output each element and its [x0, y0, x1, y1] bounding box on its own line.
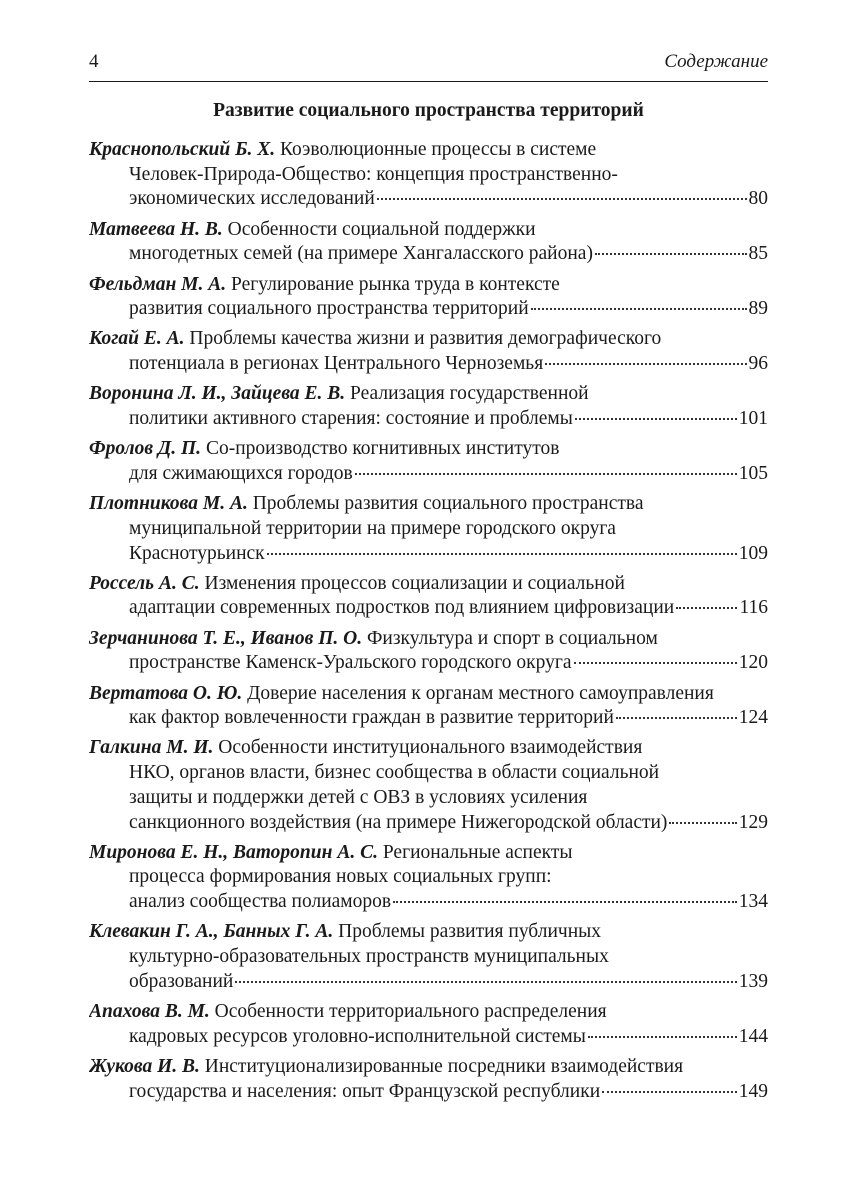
running-title: Содержание: [664, 51, 768, 72]
toc-entry-first-line: [89, 920, 768, 945]
toc-entry-page-number: 124: [738, 707, 768, 729]
dot-leader: [393, 901, 737, 903]
toc-entry: [89, 1000, 768, 1049]
toc-entry-title-end: санкционного воздействия (на примере Нижегородской области): [129, 811, 668, 833]
toc-entry-first-line: [89, 682, 768, 707]
toc-entry-author: Миронова Е. Н., Ваторопин А. С.: [89, 841, 378, 863]
toc-entry: [89, 841, 768, 915]
toc-entry-last-line: [89, 242, 768, 267]
toc-entry-title-start: Проблемы качества жизни и развития демографического: [184, 328, 662, 350]
toc-entry-page-number: 89: [748, 298, 768, 320]
toc-entry-first-line: [89, 627, 768, 652]
toc-entry-title-start: Проблемы развития публичных: [333, 921, 602, 943]
dot-leader: [676, 607, 737, 609]
toc-entry-page-number: 139: [738, 970, 768, 992]
dot-leader: [575, 418, 737, 420]
dot-leader: [595, 253, 747, 255]
toc-entry-first-line: [89, 218, 768, 243]
toc-entry-title-end: образований: [129, 970, 234, 992]
toc-entry: [89, 736, 768, 835]
toc-entry-title-start: Изменения процессов социализации и социальной: [199, 572, 625, 594]
toc-entry: [89, 572, 768, 621]
toc-entry-title-end: потенциала в регионах Центрального Черноземья: [129, 353, 544, 375]
toc-entry-page-number: 120: [738, 652, 768, 674]
toc-entry-page-number: 80: [748, 188, 768, 210]
toc-entry: [89, 627, 768, 676]
toc-entry-continuation: культурно-образовательных пространств муниципальных: [129, 946, 609, 968]
toc-entry-page-number: 129: [738, 811, 768, 833]
toc-entry: [89, 1055, 768, 1104]
page-number: 4: [89, 51, 99, 72]
toc-entry-last-line: [89, 187, 768, 212]
toc-entry-last-line: [89, 890, 768, 915]
toc-entry-title-start: Физкультура и спорт в социальном: [362, 627, 658, 649]
toc-entry-last-line: [89, 596, 768, 621]
toc-entry-page-number: 85: [748, 243, 768, 265]
toc-entry-page-number: 144: [738, 1025, 768, 1047]
toc-entry-first-line: [89, 492, 768, 517]
toc-entry-title-start: Региональные аспекты: [377, 841, 573, 863]
toc-entry-first-line: [89, 572, 768, 597]
toc-entry-first-line: [89, 327, 768, 352]
toc-entry-title-start: Коэволюционные процессы в системе: [275, 139, 597, 160]
toc-entry-title-start: Проблемы развития социального пространства: [247, 493, 644, 515]
toc-entry-continuation: НКО, органов власти, бизнес сообщества в области социальной: [129, 762, 660, 784]
toc-entry-page-number: 116: [739, 597, 768, 619]
toc-entry-last-line: [89, 1025, 768, 1050]
toc-entry-continuation: муниципальной территории на примере городского округа: [129, 517, 616, 539]
toc-entry-last-line: [89, 462, 768, 487]
toc-entry-last-line: [89, 352, 768, 377]
dot-leader: [355, 473, 737, 475]
toc-entry: [89, 138, 768, 212]
toc-entry-title-start: Особенности социальной поддержки: [222, 218, 536, 240]
toc-entry-title-start: Особенности институционального взаимодействия: [213, 737, 643, 759]
toc-entry-title-start: Доверие населения к органам местного самоуправления: [242, 682, 714, 704]
toc-entry-title-end: многодетных семей (на примере Хангаласского района): [129, 243, 593, 265]
toc-entry-last-line: [89, 706, 768, 731]
toc-entry-title-end: экономических исследований: [129, 188, 375, 210]
toc-entry-title-end: развития социального пространства территорий: [129, 298, 529, 320]
toc-entry-title-end: Краснотурьинск: [129, 542, 265, 564]
dot-leader: [235, 981, 736, 983]
dot-leader: [531, 308, 747, 310]
toc-entry-last-line: [89, 811, 768, 836]
toc-entry-first-line: [89, 382, 768, 407]
toc-entry-title-end: пространстве Каменск-Уральского городского округа: [129, 652, 572, 674]
toc-entry: [89, 382, 768, 431]
toc-entry: [89, 327, 768, 376]
toc-entry-continuation: Человек-Природа-Общество: концепция пространственно-: [129, 163, 618, 185]
toc-entry-first-line: [89, 273, 768, 298]
toc-entry-first-line: [89, 437, 768, 462]
toc-entry-title-start: Институционализированные посредники взаимодействия: [199, 1055, 684, 1077]
toc-entry-first-line: [89, 138, 768, 163]
toc-entry-title-start: Регулирование рынка труда в контексте: [226, 273, 560, 295]
dot-leader: [267, 553, 737, 555]
toc-entry-title-end: для сжимающихся городов: [129, 462, 353, 484]
toc-entry-author: Матвеева Н. В.: [89, 218, 223, 240]
toc-entry-title-start: Особенности территориального распределения: [209, 1001, 607, 1022]
toc-entry-title-start: Со-производство когнитивных институтов: [201, 438, 560, 460]
toc-entry-last-line: [89, 297, 768, 322]
toc-entry-first-line: [89, 841, 768, 866]
toc-entry-author: Краснопольский Б. Х.: [89, 139, 276, 160]
toc-entry-title-end: анализ сообщества полиаморов: [129, 891, 392, 913]
toc-entry: [89, 682, 768, 731]
toc-entry-author: Зерчанинова Т. Е., Иванов П. О.: [89, 627, 363, 649]
section-title: Развитие социального пространства территорий: [213, 100, 644, 121]
toc-entry-author: Россель А. С.: [89, 572, 200, 594]
toc-entry-first-line: [89, 1055, 768, 1080]
toc-entry-author: Галкина М. И.: [89, 737, 214, 759]
toc-entry-author: Апахова В. М.: [89, 1001, 210, 1022]
toc-entry-last-line: [89, 970, 768, 995]
dot-leader: [574, 662, 737, 664]
toc-entry: [89, 437, 768, 486]
toc-entry-page-number: 109: [738, 542, 768, 564]
toc-entry-author: Фельдман М. А.: [89, 273, 227, 295]
toc-entry-title-end: адаптации современных подростков под влиянием цифровизации: [129, 597, 675, 619]
header-rule: [89, 81, 768, 82]
toc-entry-title-end: государства и населения: опыт Французской республики: [129, 1080, 601, 1102]
dot-leader: [377, 198, 747, 200]
toc-entry-page-number: 105: [738, 462, 768, 484]
toc-entry-last-line: [89, 651, 768, 676]
toc-entry-page-number: 149: [738, 1080, 768, 1102]
toc-entry: [89, 492, 768, 566]
toc-entry: [89, 273, 768, 322]
toc-entry-title-end: политики активного старения: состояние и проблемы: [129, 408, 573, 430]
toc-entry-author: Когай Е. А.: [89, 328, 185, 350]
toc-entry-author: Вертатова О. Ю.: [89, 682, 243, 704]
toc-entry-continuation: защиты и поддержки детей с ОВЗ в условиях усиления: [129, 786, 588, 808]
toc-entry: [89, 218, 768, 267]
toc-entry-title-end: кадровых ресурсов уголовно-исполнительной системы: [129, 1025, 586, 1047]
dot-leader: [669, 822, 736, 824]
toc-entry-page-number: 96: [748, 353, 768, 375]
toc-entry-title-end: как фактор вовлеченности граждан в развитие территорий: [129, 707, 614, 729]
toc-entry-page-number: 101: [738, 408, 768, 430]
toc-entry-last-line: [89, 542, 768, 567]
toc-entry-last-line: [89, 1080, 768, 1105]
dot-leader: [588, 1036, 737, 1038]
toc-entry-first-line: [89, 1000, 768, 1025]
dot-leader: [602, 1091, 737, 1093]
dot-leader: [616, 717, 737, 719]
table-of-contents: [89, 138, 768, 1110]
toc-entry: [89, 920, 768, 994]
toc-entry-author: Жукова И. В.: [89, 1055, 200, 1077]
toc-entry-page-number: 134: [738, 891, 768, 913]
toc-entry-author: Воронина Л. И., Зайцева Е. В.: [89, 383, 346, 405]
toc-entry-title-start: Реализация государственной: [345, 383, 589, 405]
toc-entry-author: Плотникова М. А.: [89, 493, 248, 515]
toc-entry-author: Фролов Д. П.: [89, 438, 202, 460]
dot-leader: [545, 363, 746, 365]
toc-entry-last-line: [89, 407, 768, 432]
toc-entry-first-line: [89, 736, 768, 761]
toc-entry-continuation: процесса формирования новых социальных групп:: [129, 866, 552, 888]
toc-entry-author: Клевакин Г. А., Банных Г. А.: [89, 921, 334, 943]
